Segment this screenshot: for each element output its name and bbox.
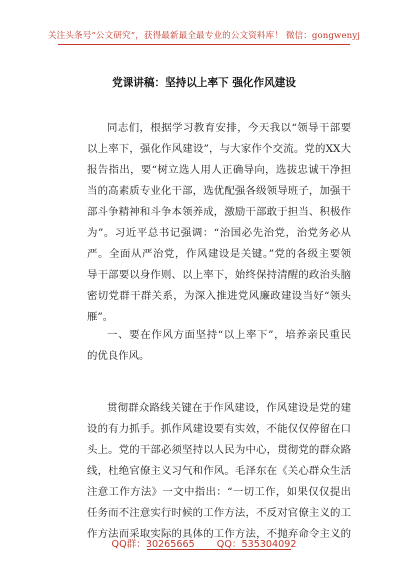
text-line: 贯彻群众路线关键在于作风建设，作风建设是党的建 — [107, 402, 351, 414]
footer-contact — [0, 536, 408, 550]
text-line: 为”。习近平总书记强调：“治国必先治党，治党务必从 — [87, 227, 351, 239]
text-line: 线，杜绝官僚主义习气和作风。毛泽东在《关心群众生活 — [87, 465, 351, 477]
paragraph-intro — [87, 118, 351, 328]
document-title: 党课讲稿：坚持以上率下 强化作风建设 — [112, 77, 296, 89]
footer-underline — [147, 549, 291, 550]
text-line: 导干部要以身作则、以上率下，始终保持清醒的政治头脑 — [87, 269, 351, 281]
footer-qq-group: QQ群：30265665 — [111, 539, 195, 550]
text-line: 密切党群干群关系，为深入推进党风廉政建设当好“领头 — [87, 290, 351, 302]
text-line: 以上率下，强化作风建设”，与大家作个交流。党的XX大 — [87, 143, 351, 155]
text-line: 雁”。 — [87, 311, 114, 323]
text-line: 任务而不注意实行时候的工作方法，不反对官僚主义的工 — [87, 507, 351, 519]
text-line: 部斗争精神和斗争本领养成，激励干部敢于担当、积极作 — [87, 206, 351, 218]
text-line: 头上。党的干部必须坚持以人民为中心，贯彻党的群众路 — [87, 444, 351, 456]
text-line: 作方法而采取实际的具体的工作方法，不抛弃命令主义的 — [87, 528, 351, 540]
text-line: 报告指出，要“树立选人用人正确导向，选拔忠诚干净担 — [87, 164, 351, 176]
header-divider — [58, 44, 350, 45]
paragraph-body — [87, 398, 351, 545]
text-line: 同志们，根据学习教育安排，今天我以“领导干部要 — [107, 122, 351, 134]
text-line: 当的高素质专业化干部，选优配强各级领导班子，加强干 — [87, 185, 351, 197]
header-banner: 关注头条号“公文研究”，获得最新最全最专业的公文资料库！ 微信：gongwenyj — [47, 31, 361, 41]
footer-qq: QQ：535304092 — [216, 539, 297, 550]
text-line: 的优良作风。 — [87, 350, 150, 362]
text-line: 一、要在作风方面坚持“以上率下”，培养亲民重民 — [107, 329, 351, 341]
section-heading-one — [87, 325, 351, 367]
text-line: 注意工作方法》一文中指出：“一切工作，如果仅仅提出 — [87, 486, 351, 498]
text-line: 设的有力抓手。抓作风建设要有实效，不能仅仅停留在口 — [87, 423, 351, 435]
text-line: 严。全面从严治党，作风建设是关键。”党的各级主要领 — [87, 248, 351, 260]
